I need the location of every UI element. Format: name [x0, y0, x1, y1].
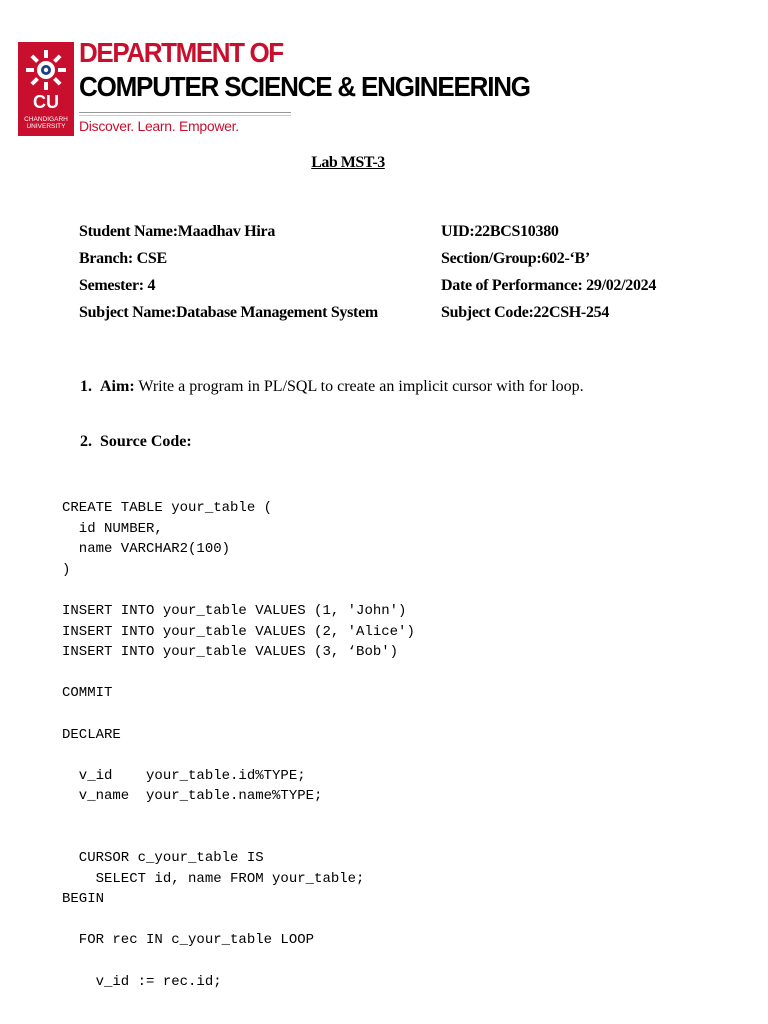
subject-code: Subject Code:22CSH-254	[441, 304, 610, 321]
code-line	[62, 951, 415, 972]
page-title: Lab MST-3	[311, 154, 385, 171]
code-line	[62, 580, 415, 601]
logo-university-name: CHANDIGARH UNIVERSITY	[24, 116, 68, 130]
source-code-heading: Source Code:	[100, 433, 192, 450]
semester: Semester: 4	[79, 277, 156, 294]
code-line	[62, 745, 415, 766]
code-line	[62, 704, 415, 725]
source-code-item	[80, 433, 192, 451]
university-logo	[18, 42, 74, 136]
code-line: )	[62, 561, 71, 578]
code-line: INSERT INTO your_table VALUES (1, 'John')	[62, 602, 407, 619]
header-divider	[79, 112, 291, 113]
code-line	[62, 828, 415, 849]
code-line: name VARCHAR2(100)	[62, 541, 231, 558]
gear-emblem-icon	[24, 48, 68, 92]
item-number: 2.	[80, 433, 92, 450]
code-line: id NUMBER,	[62, 520, 163, 537]
code-line: v_name your_table.name%TYPE;	[62, 788, 323, 805]
code-line: BEGIN	[62, 891, 105, 908]
aim-text: Write a program in PL/SQL to create an implicit cursor with for loop.	[134, 378, 584, 395]
source-code-block	[62, 498, 415, 992]
logo-abbreviation: CU	[33, 92, 59, 112]
code-line	[62, 910, 415, 931]
code-line	[62, 663, 415, 684]
uid: UID:22BCS10380	[441, 223, 559, 240]
student-name: Student Name:Maadhav Hira	[79, 223, 276, 240]
code-line: CREATE TABLE your_table (	[62, 500, 273, 516]
code-line	[62, 807, 415, 828]
code-line: v_id := rec.id;	[62, 973, 222, 990]
aim-item	[80, 378, 584, 396]
code-line: FOR rec IN c_your_table LOOP	[62, 932, 315, 949]
code-line: INSERT INTO your_table VALUES (3, ‘Bob')	[62, 644, 399, 661]
code-line: v_id your_table.id%TYPE;	[62, 767, 306, 784]
code-line: DECLARE	[62, 726, 121, 743]
branch: Branch: CSE	[79, 250, 167, 267]
code-line: INSERT INTO your_table VALUES (2, 'Alice')	[62, 623, 415, 640]
header-divider-secondary	[79, 115, 291, 116]
department-title-line1: DEPARTMENT OF	[79, 36, 283, 69]
code-line: CURSOR c_your_table IS	[62, 850, 264, 867]
code-line: COMMIT	[62, 685, 113, 702]
subject-name: Subject Name:Database Management System	[79, 304, 378, 321]
code-line: SELECT id, name FROM your_table;	[62, 870, 365, 887]
aim-heading: Aim:	[100, 378, 135, 395]
date-of-performance: Date of Performance: 29/02/2024	[441, 277, 657, 294]
item-number: 1.	[80, 378, 92, 395]
tagline: Discover. Learn. Empower.	[79, 118, 239, 134]
department-title-line2: COMPUTER SCIENCE & ENGINEERING	[79, 70, 530, 103]
section-group: Section/Group:602-‘B’	[441, 250, 590, 267]
